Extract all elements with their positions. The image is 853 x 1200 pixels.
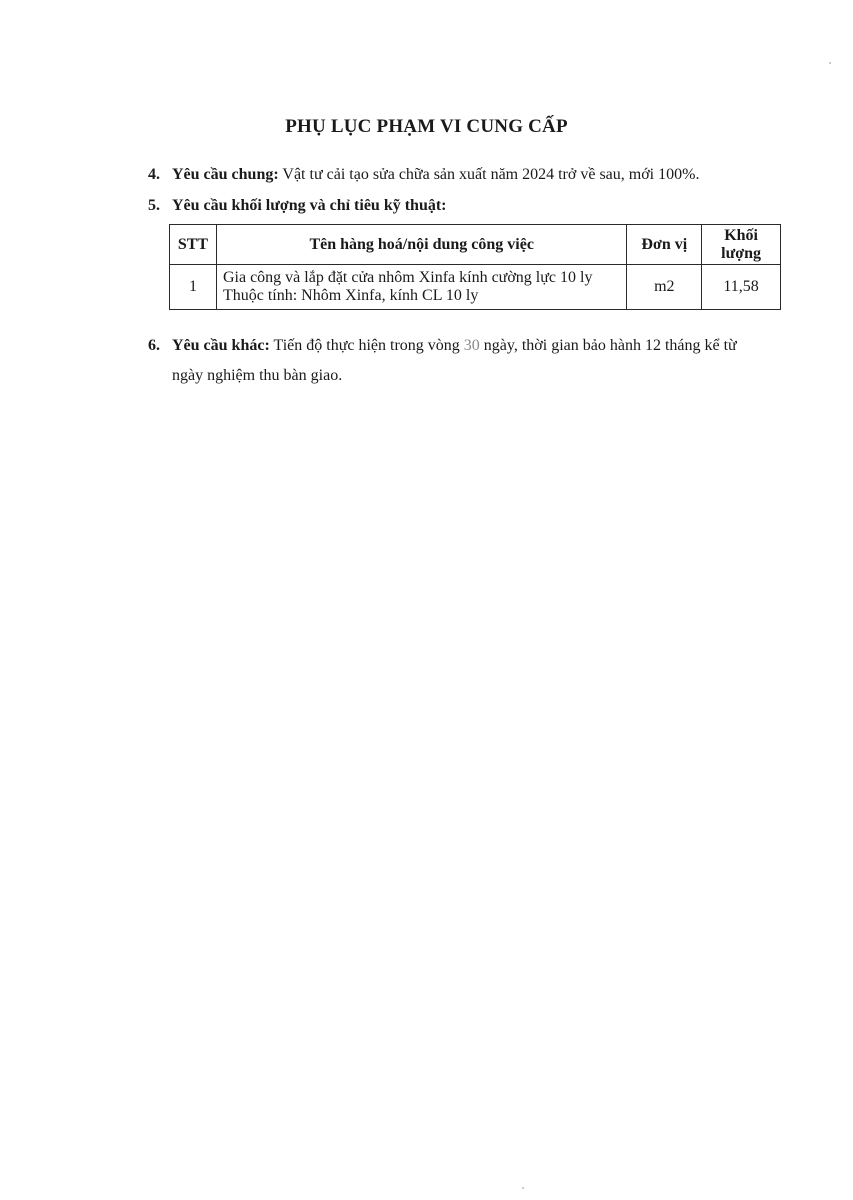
requirement-general [148,165,699,185]
cell-name-line1: Gia công và lắp đặt cửa nhôm Xinfa kính cường lực 10 ly [222,269,593,286]
scan-speck [829,62,831,64]
cell-name [216,265,626,310]
item-label: Yêu cầu chung: [172,166,279,183]
item-label: Yêu cầu khối lượng và chỉ tiêu kỹ thuật: [172,197,447,214]
requirement-quantity [148,196,447,216]
item-number: 5. [148,197,160,214]
document-title: PHỤ LỤC PHẠM VI CUNG CẤP [285,116,568,137]
item-text-line2: ngày nghiệm thu bàn giao. [172,367,343,384]
cell-name-line2: Thuộc tính: Nhôm Xinfa, kính CL 10 ly [222,287,479,304]
table-row [170,265,781,310]
item-number: 4. [148,166,160,183]
scan-speck [522,1187,524,1189]
requirements-table [169,224,781,310]
item-text-before: Tiến độ thực hiện trong vòng [269,337,464,354]
cell-stt: 1 [170,265,217,310]
item-text-after: ngày, thời gian bảo hành 12 tháng kể từ [479,337,737,354]
requirement-other [148,331,798,391]
header-name: Tên hàng hoá/nội dung công việc [216,225,626,265]
cell-unit: m2 [627,265,702,310]
item-text: Vật tư cải tạo sửa chữa sản xuất năm 2024 trở về sau, mới 100%. [278,166,700,183]
header-qty-line2: lượng [721,244,761,262]
cell-qty: 11,58 [702,265,781,310]
item-days: 30 [463,337,480,354]
header-unit: Đơn vị [627,225,702,265]
item-number: 6. [148,337,160,354]
header-stt: STT [170,225,217,265]
item-label: Yêu cầu khác: [172,337,270,354]
header-qty-line1: Khối [724,226,758,244]
header-qty [702,225,781,265]
table-header-row [170,225,781,265]
